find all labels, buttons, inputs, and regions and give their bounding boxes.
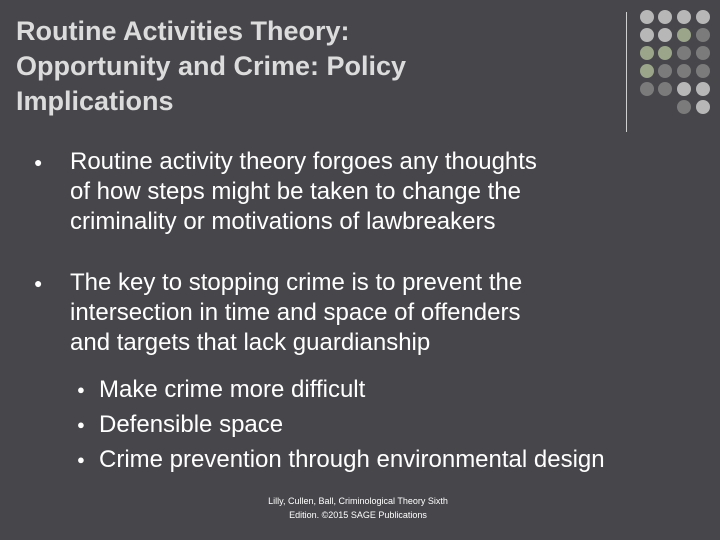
decorative-dot [658, 28, 672, 42]
citation-line: Edition. ©2015 SAGE Publications [289, 510, 427, 520]
bullet-marker: ● [77, 417, 85, 432]
sub-bullet-text: Make crime more difficult [99, 376, 366, 403]
decorative-dot [696, 10, 710, 24]
decorative-dot [677, 100, 691, 114]
decorative-dot [658, 46, 672, 60]
bullet-marker: ● [34, 154, 43, 170]
decorative-dot [696, 28, 710, 42]
bullet-line: criminality or motivations of lawbreakers [70, 208, 496, 235]
decorative-dot [640, 10, 654, 24]
decorative-dot [640, 82, 654, 96]
bullet-line: of how steps might be taken to change the [70, 178, 521, 205]
bullet-line: intersection in time and space of offenders [70, 299, 521, 326]
sub-bullet-text: Defensible space [99, 411, 284, 438]
decorative-dot [677, 82, 691, 96]
decorative-dot [640, 28, 654, 42]
title-line: Implications [16, 86, 174, 116]
bullet-marker: ● [77, 382, 85, 397]
decorative-dot [640, 46, 654, 60]
decorative-dot [677, 46, 691, 60]
bullet-marker: ● [34, 275, 43, 291]
bullet-line: and targets that lack guardianship [70, 329, 431, 356]
bullet-line: The key to stopping crime is to prevent the [70, 269, 523, 296]
decorative-dot [677, 28, 691, 42]
decorative-dot [677, 10, 691, 24]
bullet-marker: ● [77, 452, 85, 467]
decorative-dot [658, 82, 672, 96]
title-line: Routine Activities Theory: [16, 16, 350, 46]
decorative-dot [696, 46, 710, 60]
decorative-dot [677, 64, 691, 78]
title-line: Opportunity and Crime: Policy [16, 51, 407, 81]
decorative-dot [658, 10, 672, 24]
citation-line: Lilly, Cullen, Ball, Criminological Theory Sixth [268, 496, 448, 506]
citation [240, 494, 476, 522]
decorative-dot [640, 64, 654, 78]
bullet-line: Routine activity theory forgoes any thoughts [70, 148, 537, 175]
decorative-dot [696, 64, 710, 78]
decorative-dot [696, 82, 710, 96]
decorative-dot-grid [0, 0, 720, 130]
decorative-dot [658, 64, 672, 78]
decorative-dot [696, 100, 710, 114]
sub-bullet-text: Crime prevention through environmental design [99, 446, 605, 473]
